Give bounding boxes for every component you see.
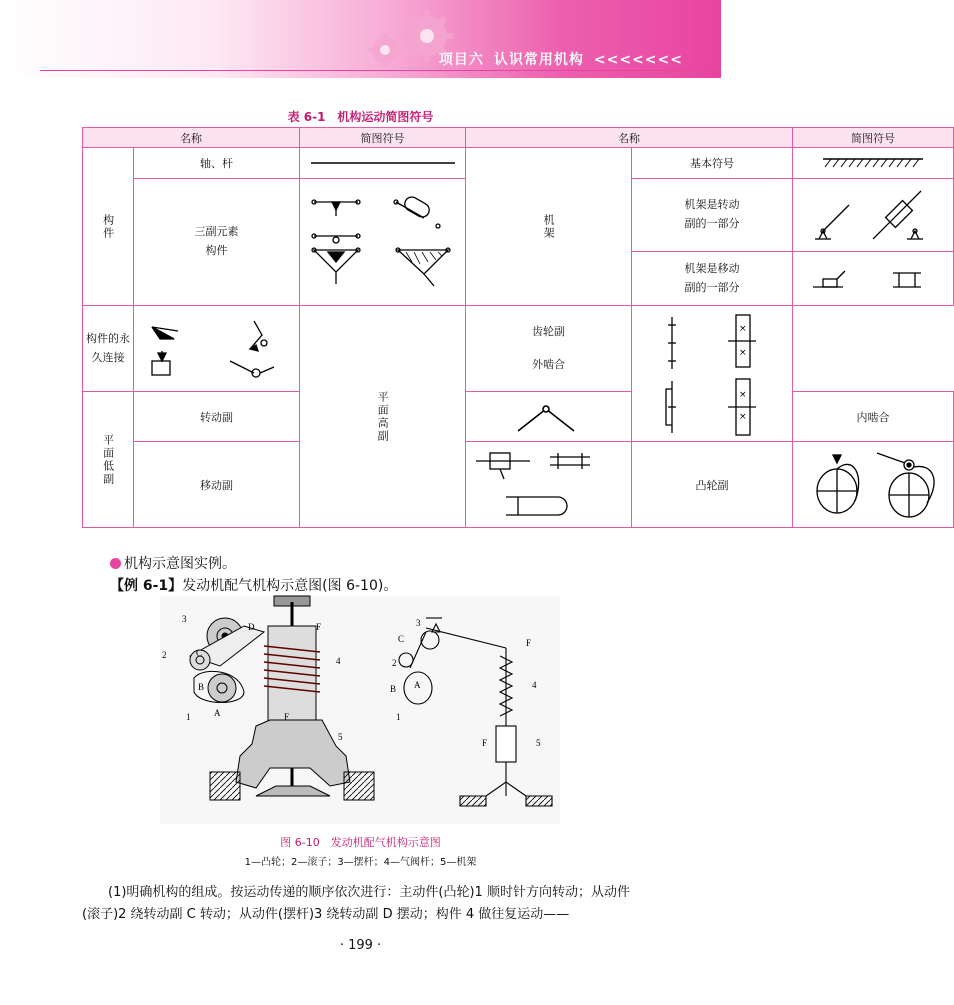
- figure-label: C: [398, 634, 405, 644]
- shaft-symbol: [303, 153, 463, 173]
- figure-label: B: [390, 684, 397, 694]
- svg-text:×: ×: [739, 347, 747, 358]
- chapter-number: 项目六: [438, 52, 484, 68]
- figure-label: A: [214, 708, 221, 718]
- bullet-icon: [110, 558, 121, 569]
- svg-text:×: ×: [739, 389, 747, 400]
- figure-label: 5: [536, 738, 541, 748]
- column-header: 名称: [466, 128, 793, 148]
- chapter-title: [439, 49, 683, 69]
- svg-text:×: ×: [739, 411, 747, 422]
- table-caption: 表 6-1 机构运动简图符号: [287, 110, 434, 124]
- symbol-cell: [632, 306, 793, 442]
- body-paragraph: (1)明确机构的组成。按运动传递的顺序依次进行：主动件(凸轮)1 顺时针方向转动；从动件(滚子)2 绕转动副 C 转动；从动件(摆杆)3 绕转动副 D 摆动；构件 4 做往复运动——: [82, 885, 630, 922]
- figure-label: D: [248, 622, 255, 632]
- example-heading: [110, 575, 397, 595]
- example-text: 发动机配气机构示意图(图 6-10)。: [182, 578, 398, 594]
- table-row: [83, 442, 954, 528]
- row-label: 三副元素构件: [194, 225, 239, 257]
- group-label: 机架: [542, 213, 556, 240]
- group-cell: [300, 306, 466, 528]
- bullet-text: 机构示意图实例。: [124, 556, 236, 572]
- prismatic-pair-symbol: [466, 445, 631, 525]
- table-row: [83, 306, 954, 392]
- table-row: [83, 148, 954, 179]
- figure-label: 1: [396, 712, 401, 722]
- name-cell: [632, 442, 793, 528]
- permanent-joint-symbol: [134, 309, 299, 389]
- figure-caption: 图 6-10 发动机配气机构示意图: [280, 836, 441, 849]
- figure-label: 2: [392, 658, 397, 668]
- column-header: 简图符号: [300, 128, 466, 148]
- figure-label: 1: [186, 712, 191, 722]
- name-cell: [632, 252, 793, 306]
- column-header: 名称: [83, 128, 300, 148]
- name-cell: [466, 306, 632, 392]
- name-cell: [134, 148, 300, 179]
- ternary-link-symbol: [300, 190, 465, 295]
- bullet-paragraph: [110, 553, 236, 573]
- symbol-cell: [793, 179, 954, 252]
- page-number: · 199 ·: [339, 938, 382, 953]
- figure-label: F: [284, 712, 290, 722]
- chapter-name: 认识常用机构: [493, 52, 584, 68]
- symbol-cell: [134, 306, 300, 392]
- group-cell: [83, 392, 134, 528]
- table-header-row: [83, 128, 954, 148]
- symbol-cell: [300, 179, 466, 306]
- svg-text:×: ×: [739, 323, 747, 334]
- frame-prismatic-symbol: [793, 261, 953, 297]
- revolute-pair-symbol: [466, 395, 631, 439]
- row-label: 内啮合: [856, 410, 890, 424]
- page-header: [0, 0, 721, 78]
- symbol-cell: [300, 148, 466, 179]
- gear-pair-symbol: [632, 309, 792, 439]
- figure-label: 3: [416, 618, 421, 628]
- ground-symbol: [793, 153, 953, 173]
- figure-label: 4: [336, 656, 341, 666]
- figure-label: 2: [162, 650, 167, 660]
- group-cell: [466, 148, 632, 306]
- row-label: 齿轮副: [532, 324, 565, 338]
- cam-pair-symbol: [793, 445, 953, 525]
- symbol-cell: [793, 442, 954, 528]
- row-label: 移动副: [200, 478, 233, 492]
- row-label: 转动副: [200, 410, 233, 424]
- header-rule: [40, 70, 721, 71]
- figure-label: F: [482, 738, 488, 748]
- frame-revolute-symbol: [793, 183, 953, 247]
- symbol-cell: [793, 252, 954, 306]
- row-label: 外啮合: [532, 357, 565, 371]
- valve-mechanism-figure: [160, 596, 560, 824]
- figure-label: F: [316, 622, 322, 632]
- figure-label: 5: [338, 732, 343, 742]
- symbol-cell: [466, 392, 632, 442]
- symbol-table: [82, 127, 954, 528]
- figure-label: A: [414, 680, 421, 690]
- name-cell: [134, 392, 300, 442]
- group-label: 构件: [101, 213, 115, 240]
- name-cell: [134, 442, 300, 528]
- group-label: 平面高副: [376, 390, 390, 443]
- group-label: 平面低副: [101, 433, 115, 486]
- name-cell: [134, 179, 300, 306]
- row-label: 凸轮副: [695, 478, 729, 492]
- column-header: 简图符号: [793, 128, 954, 148]
- name-cell: [83, 306, 134, 392]
- row-label: 机架是移动副的一部分: [684, 261, 740, 294]
- row-label: 机架是转动副的一部分: [684, 198, 740, 230]
- figure-label: 4: [532, 680, 537, 690]
- figure-label: 3: [182, 614, 187, 624]
- name-cell: [793, 392, 954, 442]
- row-label: 基本符号: [690, 157, 734, 170]
- chevron-decoration: <<<<<<<: [593, 52, 683, 68]
- example-tag: 【例 6-1】: [110, 578, 183, 594]
- group-cell: [83, 148, 134, 306]
- symbol-cell: [466, 442, 632, 528]
- name-cell: [632, 179, 793, 252]
- name-cell: [632, 148, 793, 179]
- row-label: 轴、杆: [200, 157, 233, 170]
- figure-label: B: [198, 682, 205, 692]
- row-label: 构件的永久连接: [86, 331, 130, 364]
- figure-legend: 1—凸轮；2—滚子；3—摆杆；4—气阀杆；5—机架: [244, 857, 477, 868]
- symbol-cell: [793, 148, 954, 179]
- figure-label: F: [526, 638, 532, 648]
- figure-label: C: [196, 648, 203, 658]
- table-row: [83, 392, 954, 442]
